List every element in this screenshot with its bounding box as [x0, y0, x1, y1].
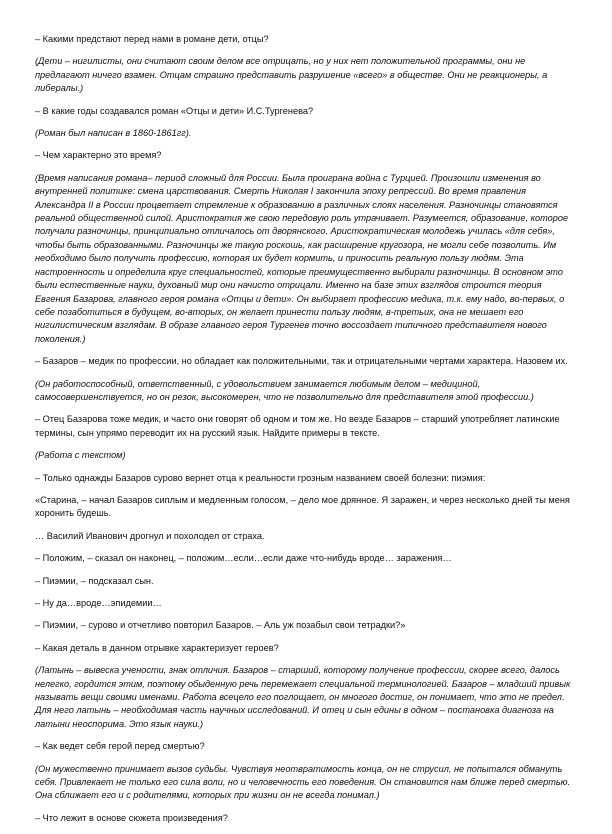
- note-work-with-text: (Работа с текстом): [35, 450, 126, 461]
- quote-line-2: … Василий Иванович дрогнул и похолодел от страха.: [35, 530, 265, 541]
- answer-bazarov-traits: (Он работоспособный, ответственный, с удовольствием занимается любимым делом – медициной, самосовершенствуется, но он резок, высокомерен, что не позволительно для представителя этой профессии.): [35, 378, 534, 402]
- question-latin-terms: – Отец Базарова тоже медик, и часто они говорят об одном и том же. Но везде Базаров – старший употребляет латинские термины, сын упрямо переводит их на русский язык. Найдите примеры в тексте.: [35, 414, 560, 438]
- question-time-features: – Чем характерно это время?: [35, 150, 162, 161]
- answer-nihilists: (Дети – нигилисты, они считают своим делом все отрицать, но у них нет положительной программы, они не предлагают ничего взамен. Отцам страшно представить разрушение «всего» в обществе. Они не реакционеры, а либералы.): [35, 56, 548, 94]
- quote-intro: – Только однажды Базаров сурово вернет отца к реальности грозным названием своей болезни: пиэмия:: [35, 472, 486, 483]
- document-page: [35, 33, 575, 834]
- question-bazarov-traits: – Базаров – медик по профессии, но обладает как положительными, так и отрицательными чертами характера. Назовем их.: [35, 356, 568, 367]
- question-years-written: – В какие годы создавался роман «Отцы и дети» И.С.Тургенева?: [35, 105, 314, 116]
- question-children-fathers: – Какими предстают перед нами в романе дети, отцы?: [35, 34, 269, 44]
- quote-line-4: – Пиэмии, – подсказал сын.: [35, 575, 154, 586]
- answer-years: (Роман был написан в 1860-1861гг).: [35, 128, 192, 139]
- question-plot-basis: – Что лежит в основе сюжета произведения?: [35, 812, 228, 823]
- answer-time-features: (Время написания романа– период сложный для России. Была проиграна война с Турцией. Произошли изменения во внутренней политике: смена царствования. Смерть Николая I закончила эпоху репрессий. Во время правления Александра II в России процветает стремление к образованию в различных слоях населения. Разночинцы становятся реальной общественной силой. Аристократия же свою передовую роль утрачивает. Разумеется, образование, которое получали разночинцы, принципиально отличалось от дворянского. Аристократическая молодежь училась «для себя», чтобы быть образованными. Разночинцы же такую роскошь, как расширение кругозора, не могли себе позволить. Им необходимо было получить профессию, которая их будет кормить, и приносить реальную пользу людям. Эта настроенность и определила круг специальностей, которые преимущественно выбирали разночинцы. В основном это были естественные науки, духовный мир они начисто отрицали. Именно на базе этих взглядов строится теория Евгения Базарова, главного героя романа «Отцы и дети». Он выбирает профессию медика, т.к. ему надо, во-первых, о себе позаботиться в будущем, во-вторых, он желает принести пользу людям, в-третьих, она не мешает его нигилистическим взглядам. В образе главного героя Тургенев точно воссоздает типичного представителя нового поколения.): [35, 172, 569, 344]
- question-before-death: – Как ведет себя герой перед смертью?: [35, 741, 205, 752]
- question-detail: – Какая деталь в данном отрывке характеризует героев?: [35, 642, 279, 653]
- quote-line-6: – Пиэмии, – сурово и отчетливо повторил Базаров. – Аль уж позабыл свои тетрадки?»: [35, 620, 406, 631]
- answer-latin: (Латынь – вывеска учености, знак отличия. Базаров – старший, которому получение профессии, скорее всего, далось нелегко, гордится этим, поэтому обыденную речь перемежает специальной терминологией. Базаров – младший привык называть вещи своими именами. Работа всецело его поглощает, он многого достиг, он понимает, что это не предел. Для него латынь – необходимая часть научных исследований. И отец и сын едины в одном – постановка диагноза на латыни неоспорима. Это язык науки.): [35, 665, 571, 729]
- answer-before-death: (Он мужественно принимает вызов судьбы. Чувствуя неотвратимость конца, он не струсил, не попытался обмануть себя. Привлекает не только его сила воли, но и человечность его поведения. Он становится нам ближе перед смертью. Она сближает его и с родителями, которых при жизни он не всегда понимал.): [35, 763, 571, 801]
- quote-line-3: – Положим, – сказал он наконец, – положим…если…если даже что-нибудь вроде… заражения…: [35, 553, 452, 564]
- quote-line-1: «Старина, – начал Базаров сиплым и медленным голосом, – дело мое дрянное. Я заражен, и через несколько дней ты меня хоронить будешь.: [35, 494, 570, 519]
- quote-line-5: – Ну да…вроде…эпидемии…: [35, 598, 162, 608]
